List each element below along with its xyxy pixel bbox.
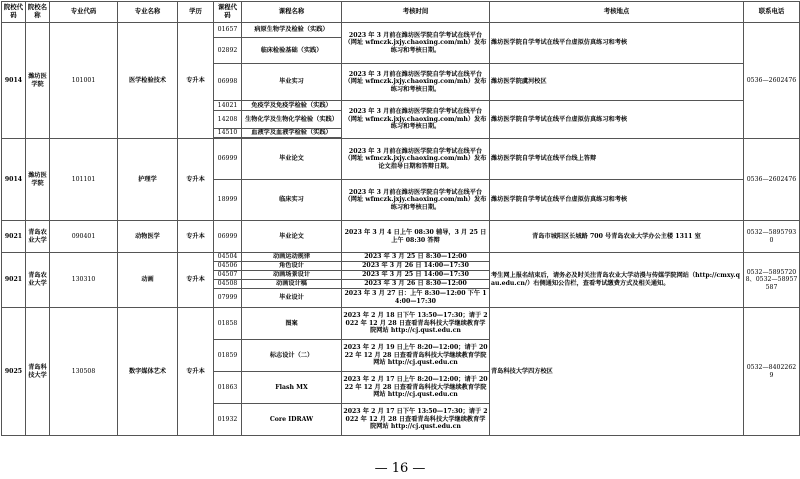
page-number: — 16 — [374,461,426,476]
exam-time-cell: 2023 年 3 月前在潍坊医学院自学考试在线平台（网址 wfmczk.jxjy.chaoxing.com/mh）发布论文指导日期和答辩日期。 [342,139,490,180]
course-name-cell: 生物化学及生物化学检验（实践） [242,111,342,129]
course-code-cell: 04504 [214,253,242,262]
exam-time-cell: 2023 年 3 月前在潍坊医学院自学考试在线平台（网址 wfmczk.jxjy.chaoxing.com/mh）发布练习和考核日期。 [342,64,490,101]
header-major-name: 专业名称 [118,2,178,23]
course-code-cell: 01858 [214,308,242,340]
course-name-cell: 毕业论文 [242,139,342,180]
school-name-cell: 潍坊医学院 [26,139,50,221]
course-name-cell: Core IDRAW [242,404,342,436]
course-code-cell: 06998 [214,64,242,101]
table-row [2,308,800,340]
exam-place-cell: 青岛市城阳区长城路 700 号青岛农业大学办公主楼 1311 室 [490,221,744,253]
header-course-code: 课程代码 [214,2,242,23]
phone-cell: 0532—84022629 [744,308,800,436]
course-code-cell: 14021 [214,101,242,111]
course-name-cell: 动画设计稿 [242,280,342,289]
course-code-cell: 02892 [214,38,242,64]
school-name-cell: 潍坊医学院 [26,23,50,139]
level-cell: 专升本 [178,139,214,221]
exam-place-cell: 考生网上报名结束后，请务必及时关注青岛农业大学动漫与传媒学院网站（http://cmxy.qau.edu.cn/）右侧通知公告栏，查看考试缴费方式及相关通知。 [490,253,744,308]
exam-time-cell: 2023 年 2 月 18 日下午 13:50—17:30；请于 2022 年 12 月 28 日查看青岛科技大学继续教育学院网站 http://cj.qust.edu.cn [342,308,490,340]
level-cell: 专升本 [178,23,214,139]
course-name-cell: 毕业论文 [242,221,342,253]
course-code-cell: 01863 [214,372,242,404]
course-code-cell: 18999 [214,180,242,221]
header-school-name: 院校名称 [26,2,50,23]
course-name-cell: 毕业设计 [242,289,342,308]
course-code-cell: 01932 [214,404,242,436]
course-name-cell: 角色设计 [242,262,342,271]
course-code-cell: 01657 [214,23,242,38]
exam-time-cell: 2023 年 3 月前在潍坊医学院自学考试在线平台（网址 wfmczk.jxjy.chaoxing.com/mh）发布练习和考核日期。 [342,101,490,139]
exam-place-cell: 青岛科技大学四方校区 [490,308,744,436]
school-code-cell: 9021 [2,221,26,253]
exam-time-cell: 2023 年 3 月前在潍坊医学院自学考试在线平台（网址 wfmczk.jxjy.chaoxing.com/mh）发布练习和考核日期。 [342,180,490,221]
course-name-cell: 毕业实习 [242,64,342,101]
major-code-cell: 101101 [50,139,118,221]
table-row [2,253,800,262]
exam-time-cell: 2023 年 3 月 26 日 14:00—17:30 [342,262,490,271]
course-name-cell: 病原生物学及检验（实践） [242,23,342,38]
course-name-cell: 临床检验基础（实践） [242,38,342,64]
course-name-cell: 标志设计（二） [242,340,342,372]
major-name-cell: 动画 [118,253,178,308]
table-row [2,23,800,38]
header-phone: 联系电话 [744,2,800,23]
exam-time-cell: 2023 年 2 月 19 日上午 8:20—12:00；请于 2022 年 12 月 28 日查看青岛科技大学继续教育学院网站 http://cj.qust.edu.cn [342,340,490,372]
exam-time-cell: 2023 年 3 月前在潍坊医学院自学考试在线平台（网址 wfmczk.jxjy.chaoxing.com/mh）发布练习和考核日期。 [342,23,490,64]
phone-cell: 0532—58957208、0532—58957587 [744,253,800,308]
header-exam-place: 考核地点 [490,2,744,23]
exam-place-cell: 潍坊医学院自学考试在线平台虚拟仿真练习和考核 [490,23,744,64]
level-cell: 专升本 [178,221,214,253]
level-cell: 专升本 [178,308,214,436]
exam-place-cell: 潍坊医学院虞河校区 [490,64,744,101]
phone-cell: 0536—2602476 [744,139,800,221]
course-name-cell: Flash MX [242,372,342,404]
table-row [2,221,800,253]
course-name-cell: 图案 [242,308,342,340]
school-code-cell: 9025 [2,308,26,436]
exam-place-cell: 潍坊医学院自学考试在线平台线上答辩 [490,139,744,180]
exam-time-cell: 2023 年 3 月 26 日 8:30—12:00 [342,280,490,289]
phone-cell: 0536—2602476 [744,23,800,139]
course-name-cell: 动画运动规律 [242,253,342,262]
header-major-code: 专业代码 [50,2,118,23]
course-code-cell: 01859 [214,340,242,372]
major-name-cell: 医学检验技术 [118,23,178,139]
course-name-cell: 临床实习 [242,180,342,221]
course-code-cell: 04507 [214,271,242,280]
header-school-code: 院校代码 [2,2,26,23]
school-code-cell: 9014 [2,139,26,221]
major-code-cell: 130310 [50,253,118,308]
header-course-name: 课程名称 [242,2,342,23]
course-code-cell: 14208 [214,111,242,129]
exam-time-cell: 2023 年 3 月 25 日 14:00—17:30 [342,271,490,280]
school-name-cell: 青岛农业大学 [26,253,50,308]
course-code-cell: 04508 [214,280,242,289]
exam-place-cell: 潍坊医学院自学考试在线平台虚拟仿真练习和考核 [490,180,744,221]
course-code-cell: 07999 [214,289,242,308]
major-code-cell: 090401 [50,221,118,253]
course-code-cell: 06999 [214,139,242,180]
school-code-cell: 9014 [2,23,26,139]
major-name-cell: 护理学 [118,139,178,221]
major-code-cell: 101001 [50,23,118,139]
header-exam-time: 考核时间 [342,2,490,23]
course-name-cell: 动画场景设计 [242,271,342,280]
exam-place-cell: 潍坊医学院自学考试在线平台虚拟仿真练习和考核 [490,101,744,139]
course-name-cell: 免疫学及免疫学检验（实践） [242,101,342,111]
exam-time-cell: 2023 年 3 月 4 日上午 08:30 辅导，3 月 25 日上午 08:30 答辩 [342,221,490,253]
course-name-cell: 血液学及血液学检验（实践） [242,129,342,138]
exam-time-cell: 2023 年 2 月 17 日上午 8:20—12:00；请于 2022 年 12 月 28 日查看青岛科技大学继续教育学院网站 http://cj.qust.edu.cn [342,372,490,404]
header-level: 学历 [178,2,214,23]
school-name-cell: 青岛科技大学 [26,308,50,436]
exam-schedule-table [1,1,800,436]
major-code-cell: 130508 [50,308,118,436]
major-name-cell: 动物医学 [118,221,178,253]
header-row [2,2,800,23]
course-code-cell: 14510 [214,129,242,138]
major-name-cell: 数字媒体艺术 [118,308,178,436]
school-code-cell: 9021 [2,253,26,308]
level-cell: 专升本 [178,253,214,308]
exam-time-cell: 2023 年 3 月 27 日：上午 8:30—12:00 下午 14:00—17:30 [342,289,490,308]
phone-cell: 0532—58957930 [744,221,800,253]
course-code-cell: 06999 [214,221,242,253]
exam-time-cell: 2023 年 2 月 17 日下午 13:50—17:30；请于 2022 年 12 月 28 日查看青岛科技大学继续教育学院网站 http://cj.qust.edu.cn [342,404,490,436]
course-code-cell: 04506 [214,262,242,271]
exam-time-cell: 2023 年 3 月 25 日 8:30—12:00 [342,253,490,262]
school-name-cell: 青岛农业大学 [26,221,50,253]
table-row [2,139,800,180]
